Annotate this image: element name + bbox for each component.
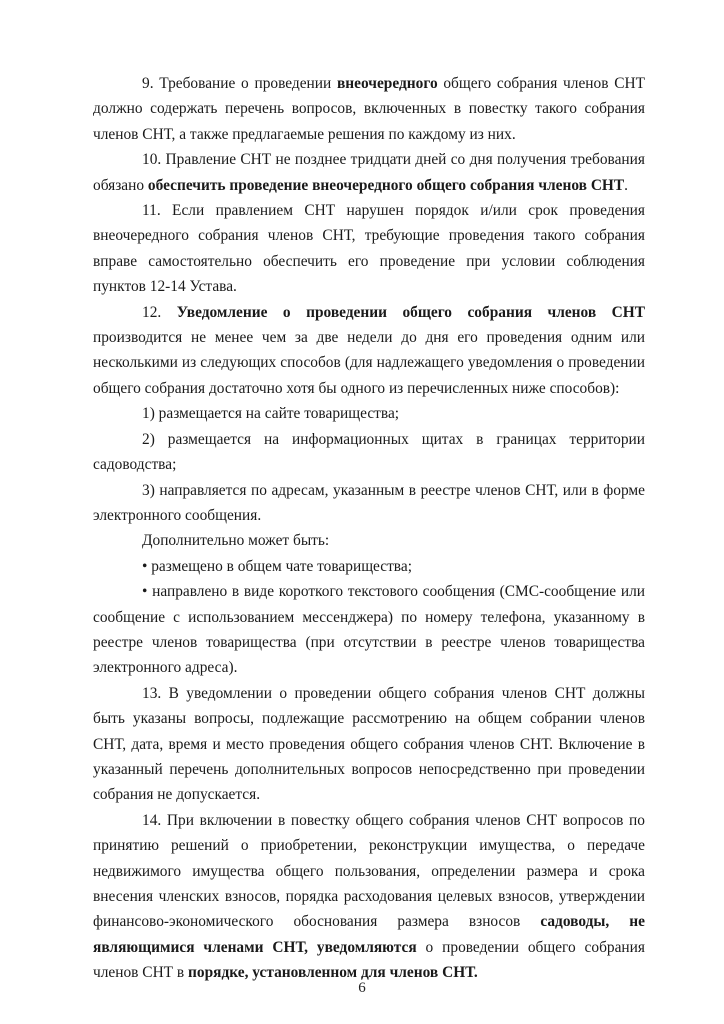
text-run: • размещено в общем чате товарищества; xyxy=(142,557,412,575)
text-run: 10. Правление СНТ не позднее тридцати дней со дня получения требования обязано xyxy=(93,151,645,194)
text-run: 14. При включении в повестку общего собрания членов СНТ вопросов по принятию решений о приобретении, реконструкции имущества, о передаче недвижимого имущества общего пользования, определении размера и срока внесения членских взносов, порядка расходования целевых взносов, утверждении финансово-экономического обоснования размера взносов xyxy=(93,811,645,931)
additional-heading xyxy=(93,528,645,553)
text-run: . xyxy=(624,176,629,194)
text-run: 9. Требование о проведении xyxy=(142,75,337,92)
list-item-1 xyxy=(93,401,645,426)
text-run: • направлено в виде короткого текстового сообщения (СМС-сообщение или сообщение с использованием мессенджера) по номеру телефона, указанному в реестре членов товарищества (при отсутствии в реестре членов товарищества электронного адреса). xyxy=(93,583,645,677)
text-run-bold: Уведомление о проведении общего собрания членов СНТ xyxy=(176,303,645,321)
paragraph-13 xyxy=(93,681,645,808)
text-run-bold: порядке, установленном для членов СНТ. xyxy=(188,964,478,982)
text-run: о проведении общего собрания членов СНТ в xyxy=(93,938,645,982)
document-page xyxy=(93,71,645,986)
text-run: 3) направляется по адресам, указанным в реестре членов СНТ, или в форме электронного сообщения. xyxy=(93,481,645,524)
list-item-3 xyxy=(93,478,645,529)
text-run-bold: обеспечить проведение внеочередного общего собрания членов СНТ xyxy=(147,176,625,194)
text-run: Дополнительно может быть: xyxy=(142,532,330,550)
text-run: 2) размещается на информационных щитах в границах территории садоводства; xyxy=(93,430,645,474)
paragraph-10 xyxy=(93,147,645,198)
text-run: 12. xyxy=(142,303,177,321)
text-run: 13. В уведомлении о проведении общего собрания членов СНТ должны быть указаны вопросы, подлежащие рассмотрению на общем собрании членов СНТ, дата, время и место проведения общего собрания членов СНТ. Включение в указанный перечень дополнительных вопросов непосредственно при проведении собрания не допускается. xyxy=(93,684,645,804)
paragraph-9 xyxy=(93,71,645,147)
bullet-item-2 xyxy=(93,579,645,681)
paragraph-12 xyxy=(93,300,645,402)
bullet-item-1 xyxy=(93,554,645,579)
text-run: 1) размещается на сайте товарищества; xyxy=(142,405,400,423)
paragraph-14 xyxy=(93,808,645,986)
text-run-bold: садоводы, не являющимися членами СНТ, уведомляются xyxy=(93,913,646,956)
paragraph-11 xyxy=(93,198,645,300)
text-run: 11. Если правлением СНТ нарушен порядок и/или срок проведения внеочередного собрания членов СНТ, требующие проведения такого собрания вправе самостоятельно обеспечить его проведение при условии соблюдения пунктов 12-14 Устава. xyxy=(93,202,645,296)
page-number: 6 xyxy=(358,980,366,996)
text-run: производится не менее чем за две недели до дня его проведения одним или несколькими из следующих способов (для надлежащего уведомления о проведении общего собрания достаточно хотя бы одного из перечисленных ниже способов): xyxy=(93,329,645,397)
text-run-bold: внеочередного xyxy=(336,75,438,92)
list-item-2 xyxy=(93,427,645,478)
text-run: общего собрания членов СНТ должно содержать перечень вопросов, включенных в повестку такого собрания членов СНТ, а также предлагаемые решения по каждому из них. xyxy=(93,75,646,143)
